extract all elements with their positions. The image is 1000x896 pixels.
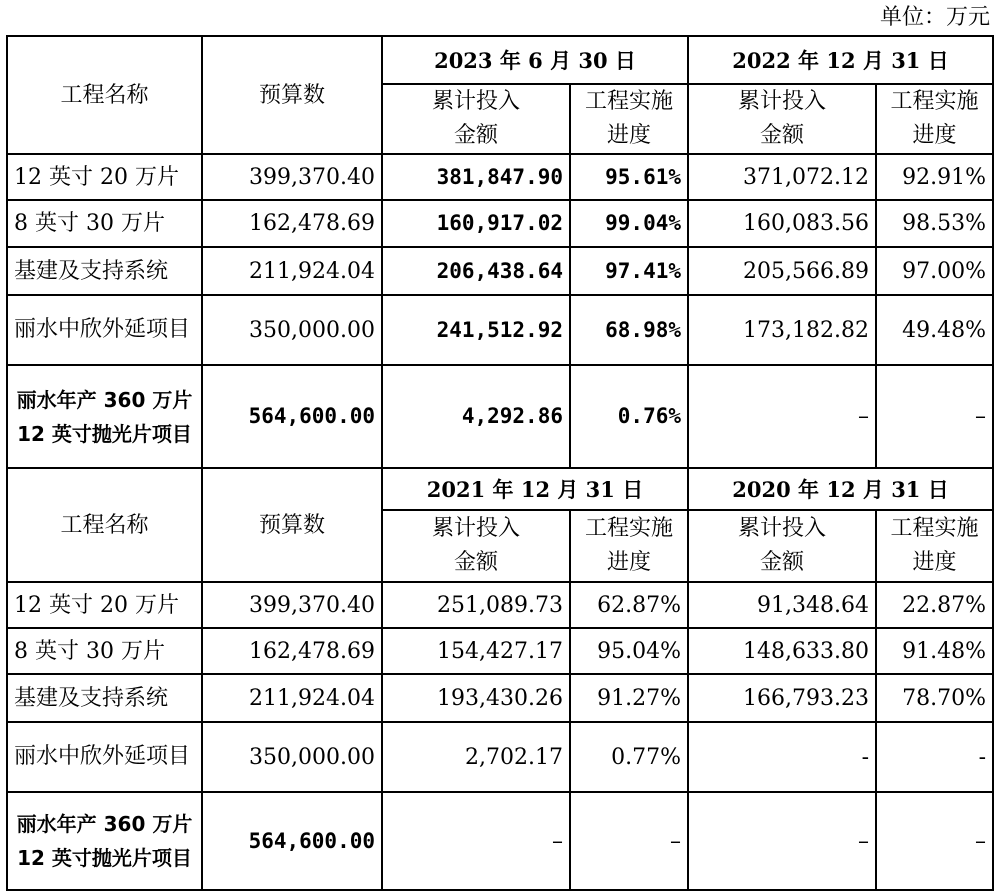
- table-row: [7, 582, 993, 628]
- progress-cell: 0.77%: [570, 722, 688, 792]
- budget-cell: 211,924.04: [202, 674, 382, 722]
- project-name: 8 英寸 30 万片: [7, 200, 202, 247]
- invest-cell: 148,633.80: [688, 628, 876, 674]
- project-name: 丽水年产 360 万片 12 英寸抛光片项目: [7, 365, 202, 468]
- progress-cell: 49.48%: [876, 295, 993, 365]
- invest-cell: 371,072.12: [688, 154, 876, 200]
- sub-header-invest: 累计投入 金额: [688, 84, 876, 154]
- progress-cell: 78.70%: [876, 674, 993, 722]
- progress-cell: –: [570, 792, 688, 890]
- table-row: [7, 154, 993, 200]
- period-header: 2020 年 12 月 31 日: [688, 468, 993, 510]
- col-header-budget: 预算数: [202, 468, 382, 582]
- project-progress-table: [6, 35, 994, 891]
- invest-cell: 193,430.26: [382, 674, 570, 722]
- progress-cell: 62.87%: [570, 582, 688, 628]
- table-row: [7, 247, 993, 295]
- table-row: [7, 628, 993, 674]
- period-header: 2023 年 6 月 30 日: [382, 36, 688, 84]
- col-header-name: 工程名称: [7, 36, 202, 154]
- sub-header-invest: 累计投入 金额: [382, 84, 570, 154]
- invest-cell: –: [382, 792, 570, 890]
- sub-header-progress: 工程实施 进度: [570, 510, 688, 582]
- invest-cell: 91,348.64: [688, 582, 876, 628]
- progress-cell: 91.27%: [570, 674, 688, 722]
- progress-cell: 98.53%: [876, 200, 993, 247]
- invest-cell: 381,847.90: [382, 154, 570, 200]
- invest-cell: 4,292.86: [382, 365, 570, 468]
- budget-cell: 211,924.04: [202, 247, 382, 295]
- invest-cell: 166,793.23: [688, 674, 876, 722]
- project-name: 丽水中欣外延项目: [7, 722, 202, 792]
- invest-cell: 241,512.92: [382, 295, 570, 365]
- col-header-budget: 预算数: [202, 36, 382, 154]
- invest-cell: –: [688, 365, 876, 468]
- budget-cell: 162,478.69: [202, 628, 382, 674]
- project-name: 基建及支持系统: [7, 674, 202, 722]
- sub-header-progress: 工程实施 进度: [876, 510, 993, 582]
- budget-cell: 162,478.69: [202, 200, 382, 247]
- invest-cell: 2,702.17: [382, 722, 570, 792]
- invest-cell: 160,083.56: [688, 200, 876, 247]
- budget-cell: 399,370.40: [202, 582, 382, 628]
- invest-cell: 160,917.02: [382, 200, 570, 247]
- period-header: 2021 年 12 月 31 日: [382, 468, 688, 510]
- project-name: 8 英寸 30 万片: [7, 628, 202, 674]
- progress-cell: 95.04%: [570, 628, 688, 674]
- progress-cell: 91.48%: [876, 628, 993, 674]
- invest-cell: 206,438.64: [382, 247, 570, 295]
- project-name: 丽水中欣外延项目: [7, 295, 202, 365]
- budget-cell: 350,000.00: [202, 295, 382, 365]
- table-row: [7, 722, 993, 792]
- invest-cell: 173,182.82: [688, 295, 876, 365]
- sub-header-invest: 累计投入 金额: [382, 510, 570, 582]
- progress-cell: 22.87%: [876, 582, 993, 628]
- project-name: 12 英寸 20 万片: [7, 582, 202, 628]
- table-row: [7, 365, 993, 468]
- table-row: [7, 792, 993, 890]
- invest-cell: -: [688, 722, 876, 792]
- table-row: [7, 200, 993, 247]
- progress-cell: 97.00%: [876, 247, 993, 295]
- invest-cell: –: [688, 792, 876, 890]
- project-name: 12 英寸 20 万片: [7, 154, 202, 200]
- table-row: [7, 295, 993, 365]
- progress-cell: –: [876, 792, 993, 890]
- progress-cell: 97.41%: [570, 247, 688, 295]
- progress-cell: 0.76%: [570, 365, 688, 468]
- period-header: 2022 年 12 月 31 日: [688, 36, 993, 84]
- sub-header-invest: 累计投入 金额: [688, 510, 876, 582]
- budget-cell: 399,370.40: [202, 154, 382, 200]
- sub-header-progress: 工程实施 进度: [570, 84, 688, 154]
- progress-cell: -: [876, 722, 993, 792]
- progress-cell: 68.98%: [570, 295, 688, 365]
- progress-cell: 92.91%: [876, 154, 993, 200]
- table-row: [7, 674, 993, 722]
- budget-cell: 564,600.00: [202, 365, 382, 468]
- progress-cell: –: [876, 365, 993, 468]
- invest-cell: 251,089.73: [382, 582, 570, 628]
- sub-header-progress: 工程实施 进度: [876, 84, 993, 154]
- budget-cell: 350,000.00: [202, 722, 382, 792]
- budget-cell: 564,600.00: [202, 792, 382, 890]
- project-name: 基建及支持系统: [7, 247, 202, 295]
- progress-cell: 99.04%: [570, 200, 688, 247]
- project-name: 丽水年产 360 万片 12 英寸抛光片项目: [7, 792, 202, 890]
- unit-label: 单位：万元: [879, 5, 990, 30]
- invest-cell: 154,427.17: [382, 628, 570, 674]
- invest-cell: 205,566.89: [688, 247, 876, 295]
- col-header-name: 工程名称: [7, 468, 202, 582]
- progress-cell: 95.61%: [570, 154, 688, 200]
